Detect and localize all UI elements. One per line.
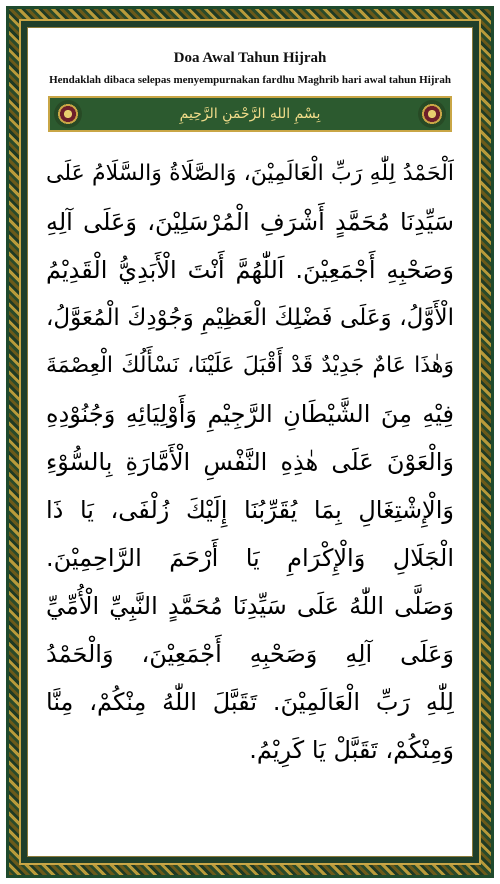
prayer-line: لِلّٰهِ رَبِّ الْعَالَمِيْنَ. تَقَبَّلَ اللّٰهُ مِنْكُمْ، مِنَّا [46,688,454,716]
medallion-ornament-icon [54,100,82,128]
prayer-line: وَصَلَّى اللّٰهُ عَلَى سَيِّدِنَا مُحَمَّدٍ النَّبِيِّ الْأُمِّيِّ [46,592,454,620]
medallion-ornament-icon [418,100,446,128]
basmala-text: بِسْمِ اللهِ الرَّحْمَنِ الرَّحِيمِ [179,106,321,122]
prayer-line: وَصَحْبِهِ أَجْمَعِيْنَ. اَللّٰهُمَّ أَنْتَ الْأَبَدِيُّ الْقَدِيْمُ [46,256,454,284]
ornamental-frame-middle [19,19,481,865]
page-title: Doa Awal Tahun Hijrah [173,50,327,66]
prayer-line: وَالْإِشْتِغَالِ بِمَا يُقَرِّبُنَا إِلَيْكَ زُلْفَى، يَا ذَا [46,496,454,524]
prayer-line: سَيِّدِنَا مُحَمَّدٍ أَشْرَفِ الْمُرْسَلِيْنَ، وَعَلَى آلِهِ [46,208,454,236]
prayer-line: وَهٰذَا عَامٌ جَدِيْدٌ قَدْ أَقْبَلَ عَلَيْنَا، نَسْأَلُكَ الْعِصْمَةَ [46,353,454,378]
page-subtitle: Hendaklah dibaca selepas menyempurnakan fardhu Maghrib hari awal tahun Hijrah [49,74,451,86]
prayer-line: وَعَلَى آلِهِ وَصَحْبِهِ أَجْمَعِيْنَ، وَالْحَمْدُ [46,640,454,668]
prayer-text-block [46,150,454,774]
prayer-line: فِيْهِ مِنَ الشَّيْطَانِ الرَّجِيْمِ وَأَوْلِيَائِهِ وَجُنُوْدِهِ [46,400,454,428]
basmala-banner [48,96,452,132]
prayer-line: الْأَوَّلُ، وَعَلَى فَضْلِكَ الْعَظِيْمِ وَجُوْدِكَ الْمُعَوَّلُ، [46,305,454,331]
ornamental-frame-outer [6,6,494,878]
prayer-line: اَلْحَمْدُ لِلّٰهِ رَبِّ الْعَالَمِيْنَ، وَالصَّلَاةُ وَالسَّلَامُ عَلَى [46,161,454,186]
prayer-line: وَالْعَوْنَ عَلَى هٰذِهِ النَّفْسِ الْأَمَّارَةِ بِالسُّوْءِ [46,448,454,476]
prayer-line: الْجَلَالِ وَالْإِكْرَامِ يَا أَرْحَمَ الرَّاحِمِيْنَ. [46,544,454,572]
prayer-line: وَمِنْكُمْ، تَقَبَّلْ يَا كَرِيْمُ. [249,736,454,764]
content-panel [27,27,473,857]
